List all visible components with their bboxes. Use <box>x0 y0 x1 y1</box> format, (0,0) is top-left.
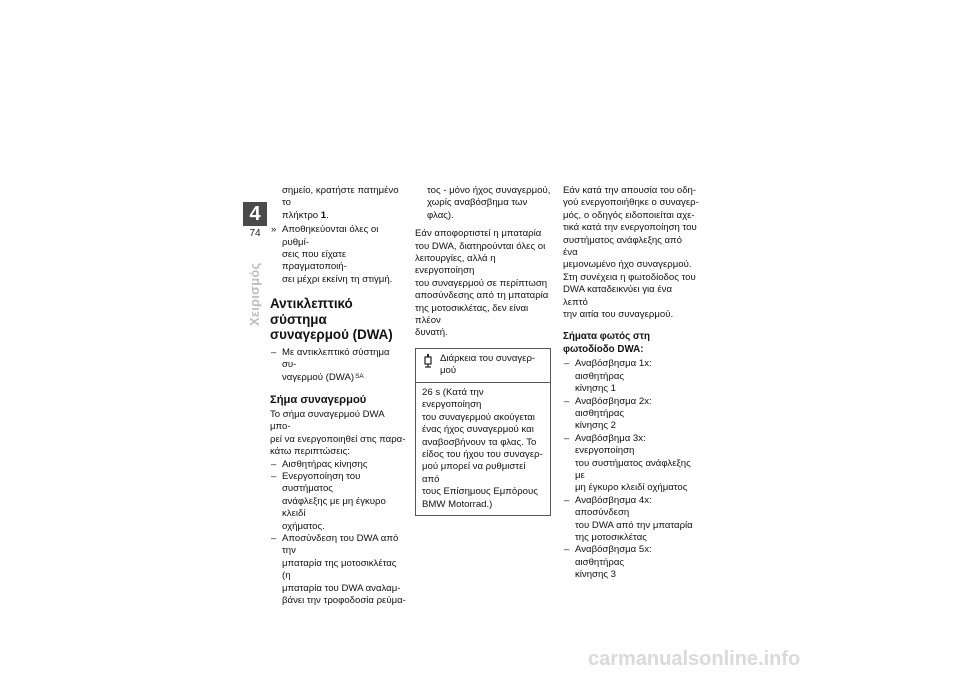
dash-mark: – <box>564 432 570 444</box>
text-line: σεις που είχατε πραγματοποιή- <box>282 249 347 273</box>
equipment-note <box>270 347 406 384</box>
text-line: ρεί να ενεργοποιηθεί στις παρα- <box>270 433 406 445</box>
text-line: ναγερμού (DWA) <box>282 371 355 383</box>
column-3 <box>563 185 699 582</box>
text-line: μπαταρία του DWA αναλαμ- <box>282 582 401 594</box>
heading-line: Σήματα φωτός στη <box>563 331 650 343</box>
text-line: BMW Motorrad.) <box>422 498 493 510</box>
column-2 <box>415 185 551 516</box>
chapter-number: 4 <box>243 202 267 226</box>
spec-box-body <box>416 383 550 515</box>
text-line: Διάρκεια του συναγερ- <box>440 352 536 364</box>
text-line: μεμονωμένο ήχο συναγερμού. <box>563 259 692 271</box>
result-item <box>270 224 406 286</box>
dash-mark: – <box>271 458 277 470</box>
text-line: σημείο, κρατήστε πατημένο το <box>282 185 399 209</box>
text-line: Με αντικλεπτικό σύστημα συ- <box>282 346 390 371</box>
continued-text <box>415 185 551 222</box>
dash-mark: – <box>271 471 277 482</box>
list-item <box>563 544 699 581</box>
chapter-marker <box>243 202 267 242</box>
text-line: συστήματος ανάφλεξης από ένα <box>563 234 682 259</box>
text-line: τους Επίσημους Εμπόρους <box>422 486 538 498</box>
text-line: κίνησης 2 <box>575 420 616 432</box>
column-1 <box>270 185 406 607</box>
tool-icon <box>422 353 434 369</box>
text-line: DWA καταδεικνύει για ένα λεπτό <box>563 284 673 308</box>
paragraph <box>270 409 406 459</box>
subsection-heading <box>563 331 699 356</box>
text-line: του συστήματος ανάφλεξης με <box>575 457 691 481</box>
dash-mark: – <box>564 494 570 506</box>
list-item <box>270 533 406 607</box>
list-item <box>270 471 406 533</box>
dash-mark: – <box>271 533 277 545</box>
paragraph <box>563 185 699 321</box>
page-number: 74 <box>243 226 267 242</box>
special-accessory-tag: SA <box>355 372 364 380</box>
dash-mark: – <box>564 544 570 556</box>
text-line: του DWA, διατηρούνται όλες οι <box>415 240 546 252</box>
text-line: μός, ο οδηγός ειδοποιείται αχε- <box>563 209 695 221</box>
text-line: λειτουργίες, αλλά η ενεργοποίηση <box>415 253 496 277</box>
text-line: δυνατή. <box>415 327 448 339</box>
dash-mark: – <box>564 358 570 370</box>
text-line: Αποθηκεύονται όλες οι ρυθμί- <box>282 224 379 248</box>
text-line: του συναγερμού ακούγεται <box>422 411 535 423</box>
text-line: Εάν αποφορτιστεί η μπαταρία <box>415 228 542 240</box>
text-line: τος - μόνο ήχος συναγερμού, <box>427 185 551 196</box>
spec-box <box>415 348 551 516</box>
text-line: γού ενεργοποιήθηκε ο συναγερ- <box>563 197 699 209</box>
text-line: βάνει την τροφοδοσία ρεύμα- <box>282 595 406 607</box>
text-line: αναβοσβήνουν τα φλας. Το <box>422 436 537 448</box>
text-line: τικά κατά την ενεργοποίηση του <box>563 222 697 234</box>
dash-mark: – <box>564 395 570 407</box>
text-line: μού μπορεί να ρυθμιστεί από <box>422 461 526 485</box>
text-line: είδος του ήχου του συναγερ- <box>422 448 543 460</box>
text-line: 26 s (Κατά την ενεργοποίηση <box>422 386 484 411</box>
list-item <box>563 396 699 433</box>
text-line: Αποσύνδεση του DWA από την <box>282 533 399 557</box>
text-line: χωρίς αναβόσβημα των φλας). <box>427 197 528 221</box>
list-item <box>563 358 699 395</box>
key-reference: 1 <box>320 209 327 221</box>
text-line: Αναβόσβημα 3x: ενεργοποίηση <box>575 432 646 457</box>
chapter-side-label: Χειρισμός <box>247 262 262 326</box>
text-line: ένας ήχος συναγερμού και <box>422 424 534 436</box>
text-line: οχήματος. <box>282 520 325 532</box>
text-line: μού <box>440 365 457 377</box>
text-line: της μοτοσικλέτας <box>575 531 647 543</box>
text-line: Στη συνέχεια η φωτοδίοδος του <box>563 271 696 283</box>
heading-line: Αντικλεπτικό σύστημα <box>270 296 353 327</box>
heading-line: συναγερμού (DWA) <box>270 327 393 343</box>
list-item <box>563 495 699 545</box>
text-line: ανάφλεξης με μη έγκυρο κλειδί <box>282 495 386 520</box>
result-mark: » <box>271 224 277 236</box>
text-line: Αναβόσβησμα 4x: αποσύνδεση <box>575 494 652 519</box>
text-line: του συναγερμού σε περίπτωση <box>415 277 548 289</box>
text-line: πλήκτρο <box>282 209 321 221</box>
text-line: του DWA από την μπαταρία <box>575 519 693 531</box>
text-line: την αιτία του συναγερμού. <box>563 309 674 321</box>
text-line: Εάν κατά την απουσία του οδη- <box>563 185 697 196</box>
text-line: της μοτοσικλέτας, δεν είναι πλέον <box>415 302 529 327</box>
text-line: κίνησης 1 <box>575 383 616 395</box>
watermark: carmanualsonline.info <box>588 648 801 670</box>
text-line: Ενεργοποίηση του συστήματος <box>282 471 361 495</box>
text-line: Αναβόσβησμα 5x: αισθητήρας <box>575 544 652 568</box>
text-line: μπαταρία της μοτοσικλέτας (η <box>282 557 397 582</box>
text-line: κίνησης 3 <box>575 569 616 581</box>
intro-text <box>270 185 406 222</box>
section-heading <box>270 296 406 343</box>
text-line: . <box>326 209 329 221</box>
heading-line: φωτοδίοδο DWA: <box>563 343 644 355</box>
paragraph <box>415 228 551 340</box>
text-line: κάτω περιπτώσεις: <box>270 446 350 458</box>
list-item <box>563 433 699 495</box>
text-line: σει μέχρι εκείνη τη στιγμή. <box>282 273 393 285</box>
text-line: αποσύνδεσης από τη μπαταρία <box>415 290 549 302</box>
subsection-heading: Σήμα συναγερμού <box>270 393 367 406</box>
text-line: Αναβόσβησμα 2x: αισθητήρας <box>575 395 652 419</box>
list-item <box>270 459 406 471</box>
spec-box-header <box>416 349 550 383</box>
text-line: Αισθητήρας κίνησης <box>282 458 368 470</box>
spec-box-title <box>440 353 535 378</box>
text-line: Το σήμα συναγερμού DWA μπο- <box>270 408 385 433</box>
dash-mark: – <box>271 346 277 358</box>
text-line: μη έγκυρο κλειδί οχήματος <box>575 482 688 494</box>
text-line: Αναβόσβησμα 1x: αισθητήρας <box>575 358 652 382</box>
